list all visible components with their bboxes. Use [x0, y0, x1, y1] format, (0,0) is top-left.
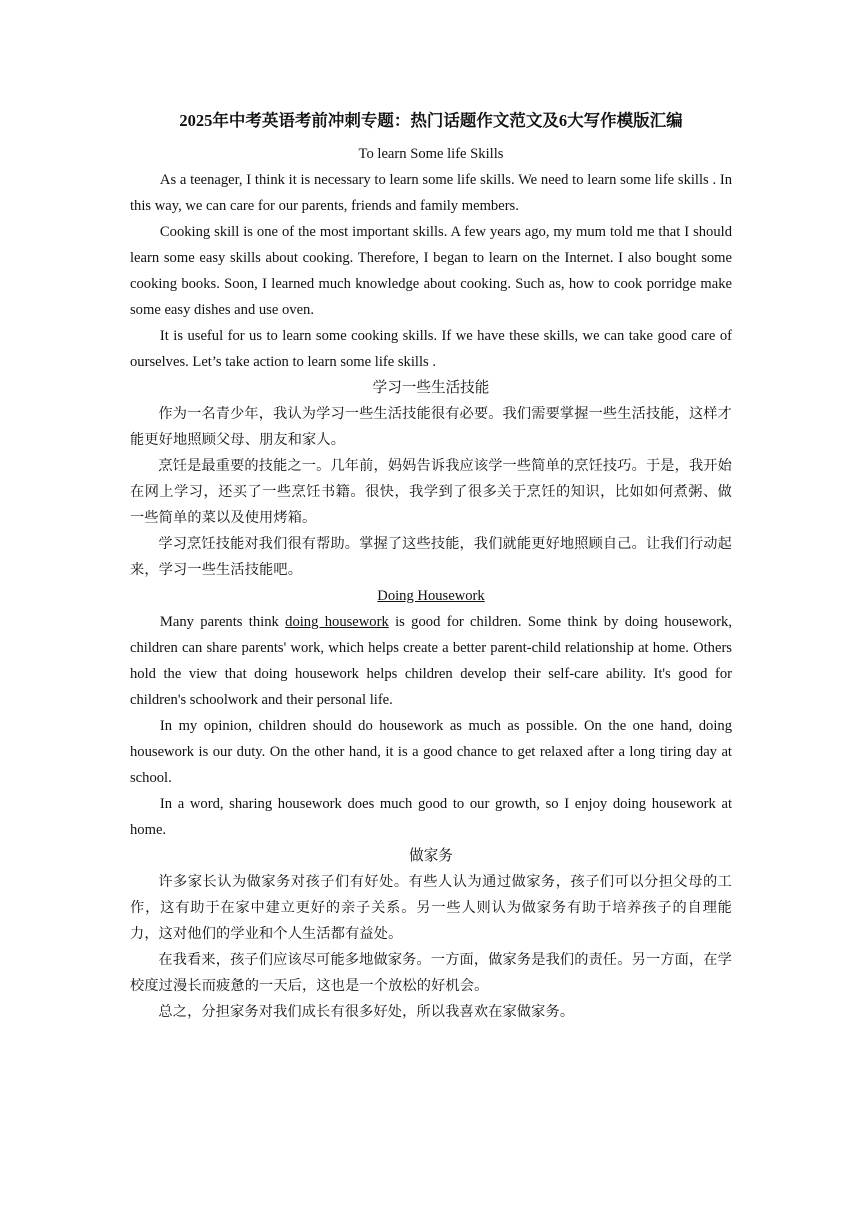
essay2-p1-after: is good for children. Some think by doing housework, children can share parents' work, which helps create a better parent-child relationship at home. Others hold the view that doing housework helps children develop their self-care ability. It's good for children's schoolwork and their personal life.	[130, 614, 732, 708]
essay1-paragraph-2: Cooking skill is one of the most important skills. A few years ago, my mum told me that I should learn some easy skills about cooking. Therefore, I began to learn on the Internet. I also bought some cooking books. Soon, I learned much knowledge about cooking. Such as, how to cook porridge make some easy dishes and use oven.	[130, 224, 732, 318]
essay1-heading: To learn Some life Skills	[358, 146, 504, 162]
essay2-p1-underlined: doing housework	[285, 614, 389, 630]
essay2-p1-before: Many parents think	[159, 614, 286, 630]
document-page	[130, 108, 732, 1025]
translation2-paragraph-2: 在我看来，孩子们应该尽可能多地做家务。一方面，做家务是我们的责任。另一方面，在学校度过漫长而疲惫的一天后，这也是一个放松的好机会。	[130, 952, 732, 994]
essay1-paragraph-1: As a teenager, I think it is necessary to learn some life skills. We need to learn some life skills . In this way, we can care for our parents, friends and family members.	[130, 172, 732, 214]
translation2-paragraph-3: 总之，分担家务对我们成长有很多好处，所以我喜欢在家做家务。	[158, 1004, 575, 1020]
translation1-heading: 学习一些生活技能	[372, 380, 490, 396]
essay2-heading	[130, 583, 732, 609]
translation1-paragraph-3: 学习烹饪技能对我们很有帮助。掌握了这些技能，我们就能更好地照顾自己。让我们行动起来，学习一些生活技能吧。	[130, 536, 732, 578]
essay2-paragraph-3: In a word, sharing housework does much good to our growth, so I enjoy doing housework at home.	[130, 796, 732, 838]
translation2-paragraph-1: 许多家长认为做家务对孩子们有好处。有些人认为通过做家务，孩子们可以分担父母的工作，这有助于在家中建立更好的亲子关系。另一些人则认为做家务有助于培养孩子的自理能力，这对他们的学业和个人生活都有益处。	[130, 874, 732, 942]
essay1-paragraph-3: It is useful for us to learn some cooking skills. If we have these skills, we can take good care of ourselves. Let’s take action to learn some life skills .	[130, 328, 732, 370]
essay2-paragraph-1	[130, 609, 732, 713]
document-title: 2025年中考英语考前冲刺专题：热门话题作文范文及6大写作模版汇编	[179, 111, 683, 130]
essay2-heading-text: Doing Housework	[377, 588, 485, 604]
translation1-paragraph-1: 作为一名青少年，我认为学习一些生活技能很有必要。我们需要掌握一些生活技能，这样才能更好地照顾父母、朋友和家人。	[130, 406, 732, 448]
translation2-heading: 做家务	[409, 848, 453, 864]
translation1-paragraph-2: 烹饪是最重要的技能之一。几年前，妈妈告诉我应该学一些简单的烹饪技巧。于是，我开始在网上学习，还买了一些烹饪书籍。很快，我学到了很多关于烹饪的知识，比如如何煮粥、做一些简单的菜以及使用烤箱。	[130, 458, 732, 526]
essay2-paragraph-2: In my opinion, children should do housework as much as possible. On the one hand, doing housework is our duty. On the other hand, it is a good chance to get relaxed after a long tiring day at school.	[130, 718, 732, 786]
